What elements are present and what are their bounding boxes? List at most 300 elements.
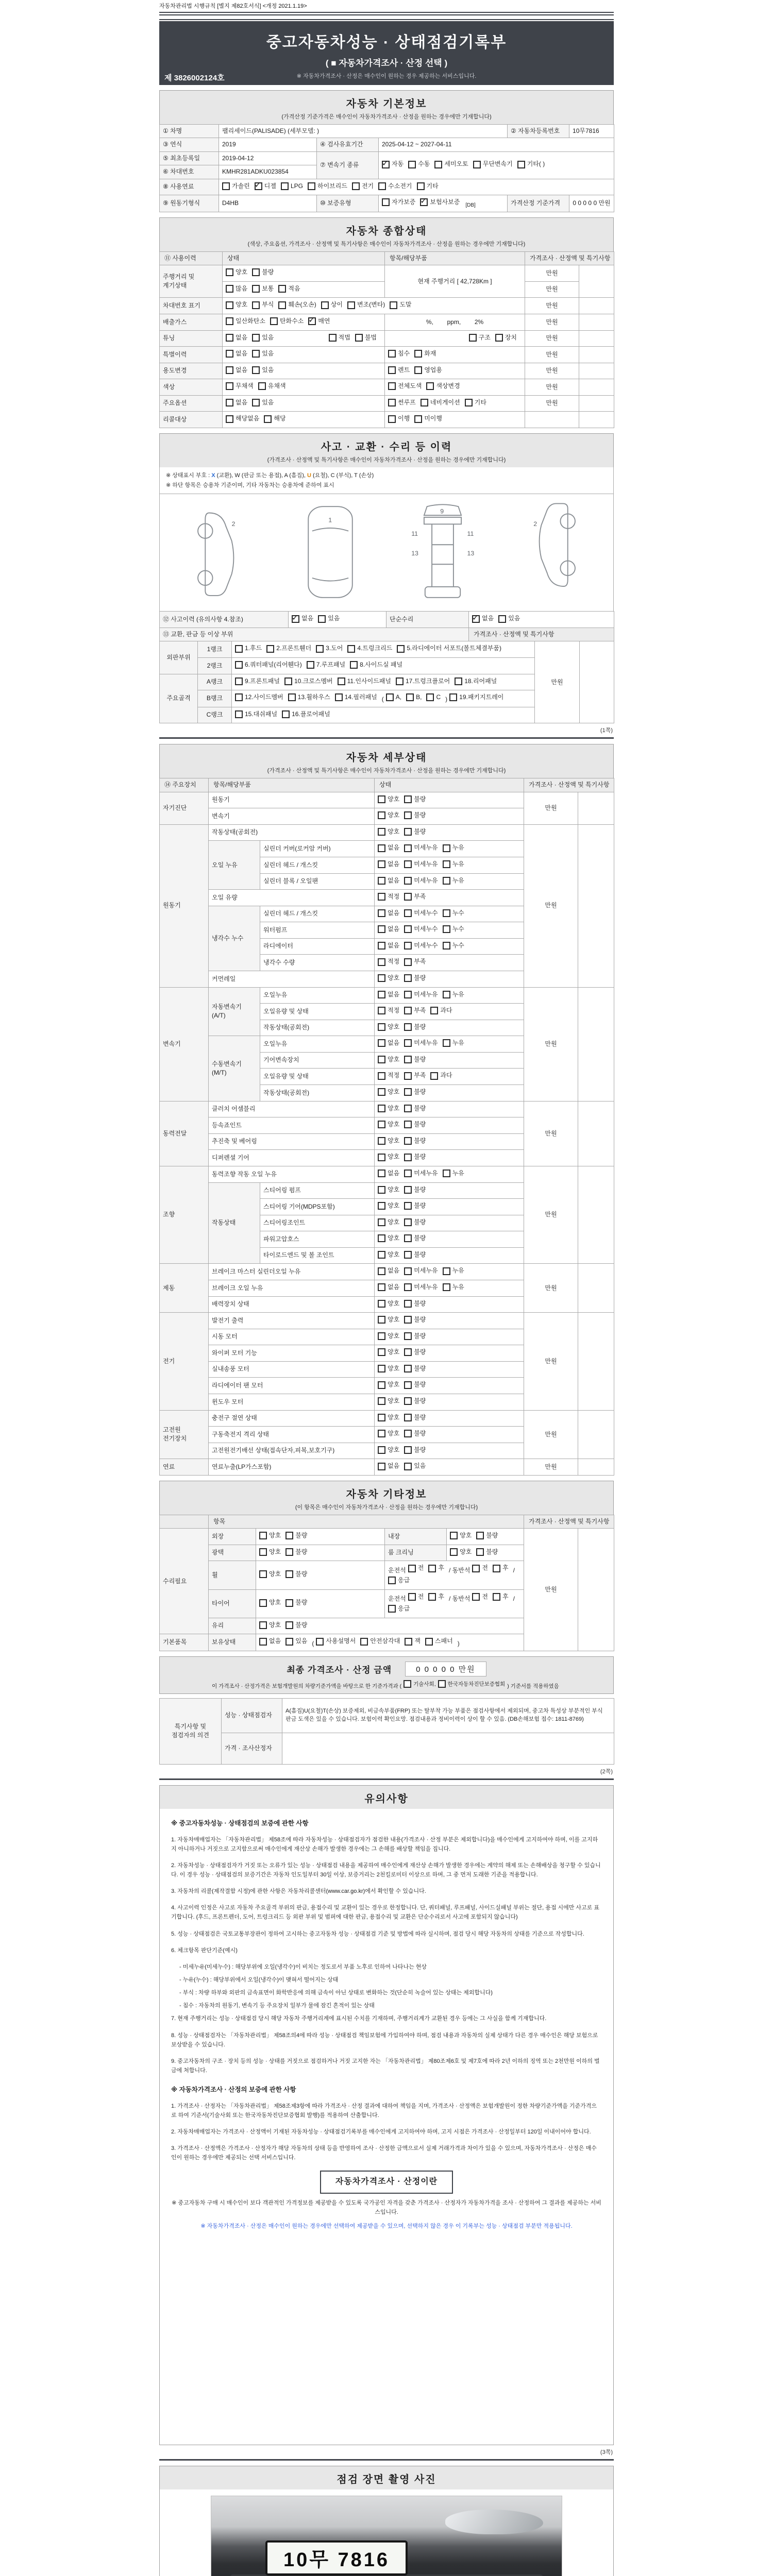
- part-label: 충전구 절연 상태: [209, 1410, 375, 1427]
- checkbox[interactable]: [235, 661, 243, 669]
- checkbox[interactable]: [414, 350, 422, 358]
- checkbox[interactable]: [378, 828, 385, 836]
- checkbox[interactable]: [404, 1202, 412, 1210]
- state-options: [375, 792, 524, 808]
- recall-target-options: [223, 412, 385, 428]
- option-label: 미세누유: [414, 1039, 438, 1047]
- checkbox-checked[interactable]: [255, 182, 262, 190]
- checkbox[interactable]: [378, 1170, 385, 1177]
- checkbox[interactable]: [378, 1300, 385, 1308]
- option-exist-options: [223, 395, 385, 412]
- checkbox[interactable]: [259, 1532, 267, 1539]
- checkbox[interactable]: [414, 366, 422, 374]
- checkbox[interactable]: [378, 1414, 385, 1421]
- option-label: 양호: [388, 1088, 400, 1096]
- option-label: 응급: [398, 1577, 410, 1584]
- checkbox[interactable]: [285, 1532, 293, 1539]
- checkbox[interactable]: [472, 1565, 480, 1572]
- price-cell: 만원: [525, 330, 579, 347]
- detail-state-table: [159, 778, 614, 1476]
- notice-subitem: - 미세누유(미세누수) : 해당부위에 오일(냉각수)이 비치는 정도로서 부품 노후로 인하여 나타나는 현상: [179, 1963, 427, 1970]
- option: [404, 1169, 438, 1178]
- option: [378, 1364, 399, 1373]
- checkbox[interactable]: [404, 974, 412, 982]
- checkbox[interactable]: [285, 1621, 293, 1629]
- option-label: 누유: [452, 876, 464, 884]
- checkbox[interactable]: [443, 877, 450, 885]
- option-label: 양호: [388, 1234, 400, 1242]
- checkbox[interactable]: [428, 1565, 436, 1572]
- checkbox[interactable]: [235, 677, 243, 685]
- final-price-value: 0 0 0 0 0 만원: [405, 1662, 486, 1676]
- checkbox[interactable]: [449, 693, 457, 701]
- checkbox[interactable]: [443, 844, 450, 852]
- checkbox[interactable]: [378, 182, 386, 190]
- checkbox[interactable]: [226, 301, 233, 309]
- checkbox[interactable]: [285, 1570, 293, 1578]
- checkbox[interactable]: [404, 1234, 412, 1242]
- checkbox[interactable]: [388, 350, 396, 358]
- checkbox[interactable]: [278, 285, 286, 293]
- checkbox[interactable]: [252, 301, 260, 309]
- option-label: 불량: [414, 1250, 426, 1258]
- option: [378, 1348, 399, 1357]
- checkbox[interactable]: [226, 317, 233, 325]
- checkbox[interactable]: [493, 1593, 500, 1601]
- checkbox[interactable]: [226, 268, 233, 276]
- checkbox[interactable]: [404, 1397, 412, 1405]
- checkbox[interactable]: [378, 1348, 385, 1356]
- option: [445, 695, 447, 704]
- checkbox[interactable]: [493, 1565, 500, 1572]
- checkbox[interactable]: [360, 1638, 368, 1646]
- checkbox[interactable]: [438, 1680, 446, 1688]
- checkbox[interactable]: [378, 1234, 385, 1242]
- checkbox[interactable]: [235, 710, 243, 718]
- checkbox[interactable]: [378, 1007, 385, 1014]
- option: [414, 366, 442, 375]
- checkbox[interactable]: [404, 1023, 412, 1031]
- state-options: [375, 1182, 524, 1199]
- option: [378, 876, 399, 885]
- checkbox[interactable]: [378, 844, 385, 852]
- option: [378, 827, 399, 836]
- option: [396, 677, 450, 686]
- checkbox-checked[interactable]: [382, 161, 390, 168]
- checkbox[interactable]: [443, 1267, 450, 1275]
- checkbox[interactable]: [495, 334, 503, 342]
- checkbox[interactable]: [252, 285, 260, 293]
- checkbox[interactable]: [443, 991, 450, 998]
- checkbox[interactable]: [252, 366, 260, 374]
- column-header: [160, 1515, 209, 1528]
- checkbox-checked[interactable]: [472, 615, 480, 623]
- checkbox[interactable]: [282, 710, 290, 718]
- checkbox[interactable]: [404, 1348, 412, 1356]
- checkbox-checked[interactable]: [420, 198, 428, 206]
- checkbox[interactable]: [378, 1332, 385, 1340]
- checkbox[interactable]: [378, 893, 385, 901]
- price-cell: 만원: [525, 281, 579, 298]
- checkbox[interactable]: [443, 942, 450, 950]
- checkbox[interactable]: [404, 1072, 412, 1080]
- option-label: 양호: [388, 974, 400, 981]
- checkbox[interactable]: [307, 661, 314, 669]
- checkbox[interactable]: [404, 795, 412, 803]
- checkbox[interactable]: [259, 1548, 267, 1556]
- checkbox[interactable]: [396, 677, 404, 685]
- checkbox[interactable]: [378, 1056, 385, 1063]
- checkbox[interactable]: [443, 1283, 450, 1291]
- checkbox[interactable]: [378, 1267, 385, 1275]
- checkbox[interactable]: [252, 399, 260, 406]
- row-label: 유리: [209, 1618, 256, 1634]
- checkbox[interactable]: [404, 1251, 412, 1259]
- section-subtitle: (가격조사 · 산정액 및 특기사항은 매수인이 자동차가격조사 · 산정을 원하는 경우에만 기재합니다): [267, 457, 506, 463]
- checkbox[interactable]: [404, 1430, 412, 1437]
- checkbox[interactable]: [378, 1023, 385, 1031]
- checkbox[interactable]: [404, 1170, 412, 1177]
- checkbox[interactable]: [378, 1397, 385, 1405]
- checkbox[interactable]: [285, 1638, 293, 1646]
- option-label: 양호: [388, 1348, 400, 1356]
- option: [378, 1218, 399, 1227]
- checkbox[interactable]: [281, 182, 289, 190]
- checkbox[interactable]: [404, 1365, 412, 1372]
- checkbox[interactable]: [404, 1154, 412, 1161]
- checkbox[interactable]: [388, 1605, 396, 1613]
- option-label: 없음: [388, 1267, 400, 1275]
- checkbox[interactable]: [388, 1577, 396, 1584]
- option: [404, 1137, 426, 1145]
- part-label: 변속기: [209, 808, 375, 825]
- checkbox[interactable]: [404, 828, 412, 836]
- checkbox[interactable]: [378, 1316, 385, 1324]
- option: [455, 677, 497, 686]
- color-options: [223, 379, 385, 396]
- checkbox[interactable]: [443, 1039, 450, 1047]
- checkbox[interactable]: [264, 415, 272, 423]
- checkbox[interactable]: [258, 382, 266, 390]
- checkbox[interactable]: [404, 1300, 412, 1308]
- checkbox[interactable]: [388, 399, 396, 406]
- checkbox[interactable]: [397, 645, 405, 653]
- checkbox[interactable]: [329, 334, 337, 342]
- checkbox[interactable]: [350, 661, 358, 669]
- note-cell: [579, 412, 614, 428]
- checkbox[interactable]: [321, 301, 329, 309]
- option-label: 가솔린: [232, 182, 250, 190]
- checkbox[interactable]: [378, 942, 385, 950]
- checkbox[interactable]: [378, 1072, 385, 1080]
- checkbox[interactable]: [404, 893, 412, 901]
- checkbox[interactable]: [259, 1638, 267, 1646]
- checkbox[interactable]: [404, 991, 412, 998]
- checkbox[interactable]: [378, 1218, 385, 1226]
- option-label: ) 기준서를 적용하였음: [507, 1683, 559, 1689]
- checkbox[interactable]: [338, 677, 345, 685]
- checkbox[interactable]: [404, 844, 412, 852]
- checkbox[interactable]: [498, 615, 506, 623]
- checkbox[interactable]: [408, 1565, 416, 1572]
- vin-mark-options: [223, 298, 525, 314]
- checkbox[interactable]: [226, 399, 233, 406]
- option: [404, 827, 426, 836]
- state-options: [375, 1199, 524, 1215]
- checkbox[interactable]: [378, 1446, 385, 1454]
- state-options: [375, 971, 524, 987]
- checkbox[interactable]: [222, 182, 230, 190]
- checkbox[interactable]: [378, 925, 385, 933]
- checkbox[interactable]: [378, 860, 385, 868]
- checkbox[interactable]: [404, 1186, 412, 1194]
- checkbox[interactable]: [405, 1638, 412, 1646]
- checkbox[interactable]: [226, 366, 233, 374]
- checkbox-checked[interactable]: [292, 615, 299, 623]
- checkbox[interactable]: [404, 1121, 412, 1128]
- checkbox[interactable]: [425, 1638, 433, 1646]
- option: [443, 990, 464, 999]
- checkbox[interactable]: [404, 1283, 412, 1291]
- option: [285, 1570, 307, 1579]
- checkbox[interactable]: [347, 301, 355, 309]
- option-label: 미세누유: [414, 876, 438, 884]
- checkbox[interactable]: [404, 1446, 412, 1454]
- checkbox[interactable]: [378, 909, 385, 917]
- checkbox[interactable]: [259, 1621, 267, 1629]
- option: [252, 333, 274, 342]
- checkbox[interactable]: [476, 1548, 484, 1556]
- checkbox[interactable]: [465, 399, 473, 406]
- checkbox[interactable]: [259, 1599, 267, 1607]
- checkbox[interactable]: [378, 1430, 385, 1437]
- checkbox[interactable]: [408, 1593, 416, 1601]
- checkbox[interactable]: [226, 334, 233, 342]
- section-detail-state: [159, 744, 614, 1476]
- option-label: 12.사이드멤버: [245, 693, 283, 701]
- checkbox[interactable]: [378, 1154, 385, 1161]
- option: [378, 1185, 399, 1194]
- option-label: 썬루프: [398, 398, 416, 406]
- checkbox[interactable]: [378, 1039, 385, 1047]
- checkbox[interactable]: [347, 645, 355, 653]
- checkbox[interactable]: [404, 1381, 412, 1389]
- checkbox[interactable]: [404, 1332, 412, 1340]
- current-mileage: 현재 주행거리 [ 42,728Km ]: [385, 265, 525, 298]
- option: [316, 644, 343, 653]
- checkbox[interactable]: [414, 415, 422, 423]
- checkbox[interactable]: [378, 1463, 385, 1470]
- checkbox[interactable]: [404, 1463, 412, 1470]
- checkbox[interactable]: [352, 182, 360, 190]
- option-label: 잭: [414, 1637, 421, 1645]
- checkbox[interactable]: [226, 382, 233, 390]
- checkbox[interactable]: [235, 693, 243, 701]
- checkbox[interactable]: [378, 1251, 385, 1259]
- checkbox[interactable]: [378, 1186, 385, 1194]
- part-label: 커먼레일: [209, 971, 375, 987]
- option: [378, 925, 399, 934]
- checkbox[interactable]: [404, 860, 412, 868]
- state-options: [375, 1004, 524, 1020]
- part-label: 동력조향 작동 오일 누유: [209, 1166, 375, 1182]
- option-label: 불량: [414, 1348, 426, 1356]
- option-label: 후: [502, 1592, 509, 1600]
- row-label: 색상: [160, 379, 223, 396]
- checkbox[interactable]: [382, 198, 390, 206]
- checkbox[interactable]: [472, 1593, 480, 1601]
- section-subtitle: (가격조사 · 산정액 및 특기사항은 매수인이 자동차가격조사 · 산정을 원하는 경우에만 기재합니다): [267, 768, 506, 774]
- checkbox[interactable]: [235, 645, 243, 653]
- checkbox[interactable]: [388, 382, 396, 390]
- tire-position-options: [385, 1589, 524, 1618]
- option-label: B,: [416, 693, 422, 701]
- document-header: [159, 19, 614, 85]
- checkbox[interactable]: [378, 1283, 385, 1291]
- checkbox[interactable]: [404, 1056, 412, 1063]
- option: [472, 1592, 488, 1601]
- checkbox-checked[interactable]: [308, 317, 316, 325]
- checkbox[interactable]: [421, 399, 428, 406]
- section-title: 자동차 기본정보: [346, 98, 427, 110]
- checkbox[interactable]: [473, 161, 481, 168]
- checkbox[interactable]: [404, 1218, 412, 1226]
- option-label: 미세누유: [414, 844, 438, 852]
- checkbox[interactable]: [404, 1039, 412, 1047]
- notice-item: 5. 성능 · 상태점검은 국토교통부장관이 정하여 고시하는 중고자동차 성능 · 상태점검 기준 및 방법에 따라 실시하며, 점검 당시 해당 자동차의 상태를 기준으로 작성합니다.: [171, 1930, 584, 1937]
- checkbox[interactable]: [378, 991, 385, 998]
- checkbox[interactable]: [443, 860, 450, 868]
- checkbox[interactable]: [386, 693, 394, 701]
- checkbox[interactable]: [404, 1680, 411, 1688]
- checkbox[interactable]: [378, 1137, 385, 1145]
- option: [404, 1104, 426, 1113]
- section-other-header: [159, 1481, 614, 1515]
- checkbox[interactable]: [266, 645, 274, 653]
- checkbox[interactable]: [285, 1548, 293, 1556]
- checkbox[interactable]: [355, 334, 363, 342]
- checkbox[interactable]: [378, 1105, 385, 1112]
- price-survey-note-2: ※ 자동차가격조사 · 산정은 매수인이 원하는 경우에만 선택하여 제공받을 수 있으며, 선택하지 않은 경우 이 기록부는 성능 · 상태점검 부분만 적용됩니다.: [200, 2223, 573, 2230]
- checkbox[interactable]: [406, 693, 414, 701]
- checkbox[interactable]: [226, 285, 233, 293]
- option: [284, 677, 333, 686]
- checkbox[interactable]: [430, 1072, 438, 1080]
- checkbox[interactable]: [404, 1105, 412, 1112]
- checkbox[interactable]: [252, 334, 260, 342]
- checkbox[interactable]: [378, 795, 385, 803]
- checkbox[interactable]: [443, 1170, 450, 1177]
- checkbox[interactable]: [443, 925, 450, 933]
- checkbox[interactable]: [318, 615, 326, 623]
- checkbox[interactable]: [404, 1088, 412, 1096]
- checkbox[interactable]: [450, 1548, 458, 1556]
- option: [449, 1566, 470, 1575]
- option: [285, 1637, 307, 1646]
- checkbox[interactable]: [285, 1599, 293, 1607]
- checkbox[interactable]: [428, 1593, 436, 1601]
- checkbox[interactable]: [426, 382, 434, 390]
- checkbox[interactable]: [404, 1007, 412, 1014]
- checkbox[interactable]: [404, 1316, 412, 1324]
- checkbox[interactable]: [378, 877, 385, 885]
- accident-summary-table: [159, 611, 614, 641]
- checkbox[interactable]: [426, 693, 434, 701]
- checkbox[interactable]: [408, 161, 416, 168]
- option: [443, 1283, 464, 1292]
- option: [360, 1637, 400, 1646]
- checkbox[interactable]: [517, 161, 525, 168]
- checkbox[interactable]: [284, 677, 292, 685]
- option: [382, 695, 384, 704]
- checkbox[interactable]: [378, 1365, 385, 1372]
- price-cell: 만원: [525, 347, 579, 363]
- notice-item: 4. 사고이력 인정은 사고로 자동차 주요골격 부위의 판금, 용접수리 및 교환이 있는 경우로 한정합니다. 단, 쿼터패널, 루프패널, 사이드실패널 부위는 절단, 용접 시에만 사고로 표기합니다. (후드, 프론트펜더, 도어, 트렁크리드 등 외판 부위 및 범퍼에 대한 판금, 용접수리 및 교환은 단순수리로서 사고에 포함되지 않습니다): [171, 1905, 599, 1921]
- checkbox[interactable]: [404, 1414, 412, 1421]
- checkbox[interactable]: [434, 161, 442, 168]
- checkbox[interactable]: [378, 811, 385, 819]
- group-label: 냉각수 누수: [209, 906, 260, 971]
- checkbox[interactable]: [335, 693, 343, 701]
- checkbox[interactable]: [450, 1532, 458, 1539]
- checkbox[interactable]: [476, 1532, 484, 1539]
- checkbox[interactable]: [390, 301, 397, 309]
- checkbox[interactable]: [308, 182, 315, 190]
- checkbox[interactable]: [404, 811, 412, 819]
- checkbox[interactable]: [316, 1638, 324, 1646]
- device-label: 조향: [160, 1166, 209, 1263]
- option-label: 기타: [474, 398, 486, 406]
- checkbox[interactable]: [388, 415, 396, 423]
- checkbox[interactable]: [378, 1202, 385, 1210]
- checkbox[interactable]: [417, 182, 425, 190]
- checkbox[interactable]: [316, 645, 324, 653]
- option: [388, 1595, 406, 1603]
- checkbox[interactable]: [278, 301, 286, 309]
- option-label: 전기: [361, 182, 374, 190]
- checkbox[interactable]: [404, 877, 412, 885]
- part-label: 기어변속장치: [260, 1052, 375, 1069]
- field-value-inspection-period: 2025-04-12 ~ 2027-04-11: [379, 138, 614, 151]
- checkbox[interactable]: [378, 1121, 385, 1128]
- checkbox[interactable]: [404, 942, 412, 950]
- checkbox[interactable]: [270, 317, 278, 325]
- checkbox[interactable]: [404, 925, 412, 933]
- checkbox[interactable]: [404, 1267, 412, 1275]
- checkbox[interactable]: [226, 350, 233, 358]
- checkbox[interactable]: [404, 958, 412, 966]
- checkbox[interactable]: [378, 974, 385, 982]
- checkbox[interactable]: [455, 677, 462, 685]
- option-label: 없음: [388, 909, 400, 917]
- checkbox[interactable]: [430, 1007, 438, 1014]
- checkbox[interactable]: [226, 415, 233, 423]
- price-cell: 만원: [525, 379, 579, 396]
- checkbox[interactable]: [378, 1381, 385, 1389]
- checkbox[interactable]: [469, 334, 477, 342]
- checkbox[interactable]: [388, 366, 396, 374]
- checkbox[interactable]: [378, 1088, 385, 1096]
- checkbox[interactable]: [259, 1570, 267, 1578]
- checkbox[interactable]: [252, 350, 260, 358]
- checkbox[interactable]: [404, 909, 412, 917]
- checkbox[interactable]: [252, 268, 260, 276]
- basic-items-options: [256, 1634, 524, 1651]
- checkbox[interactable]: [288, 693, 296, 701]
- checkbox[interactable]: [404, 1137, 412, 1145]
- checkbox[interactable]: [378, 958, 385, 966]
- checkbox[interactable]: [443, 909, 450, 917]
